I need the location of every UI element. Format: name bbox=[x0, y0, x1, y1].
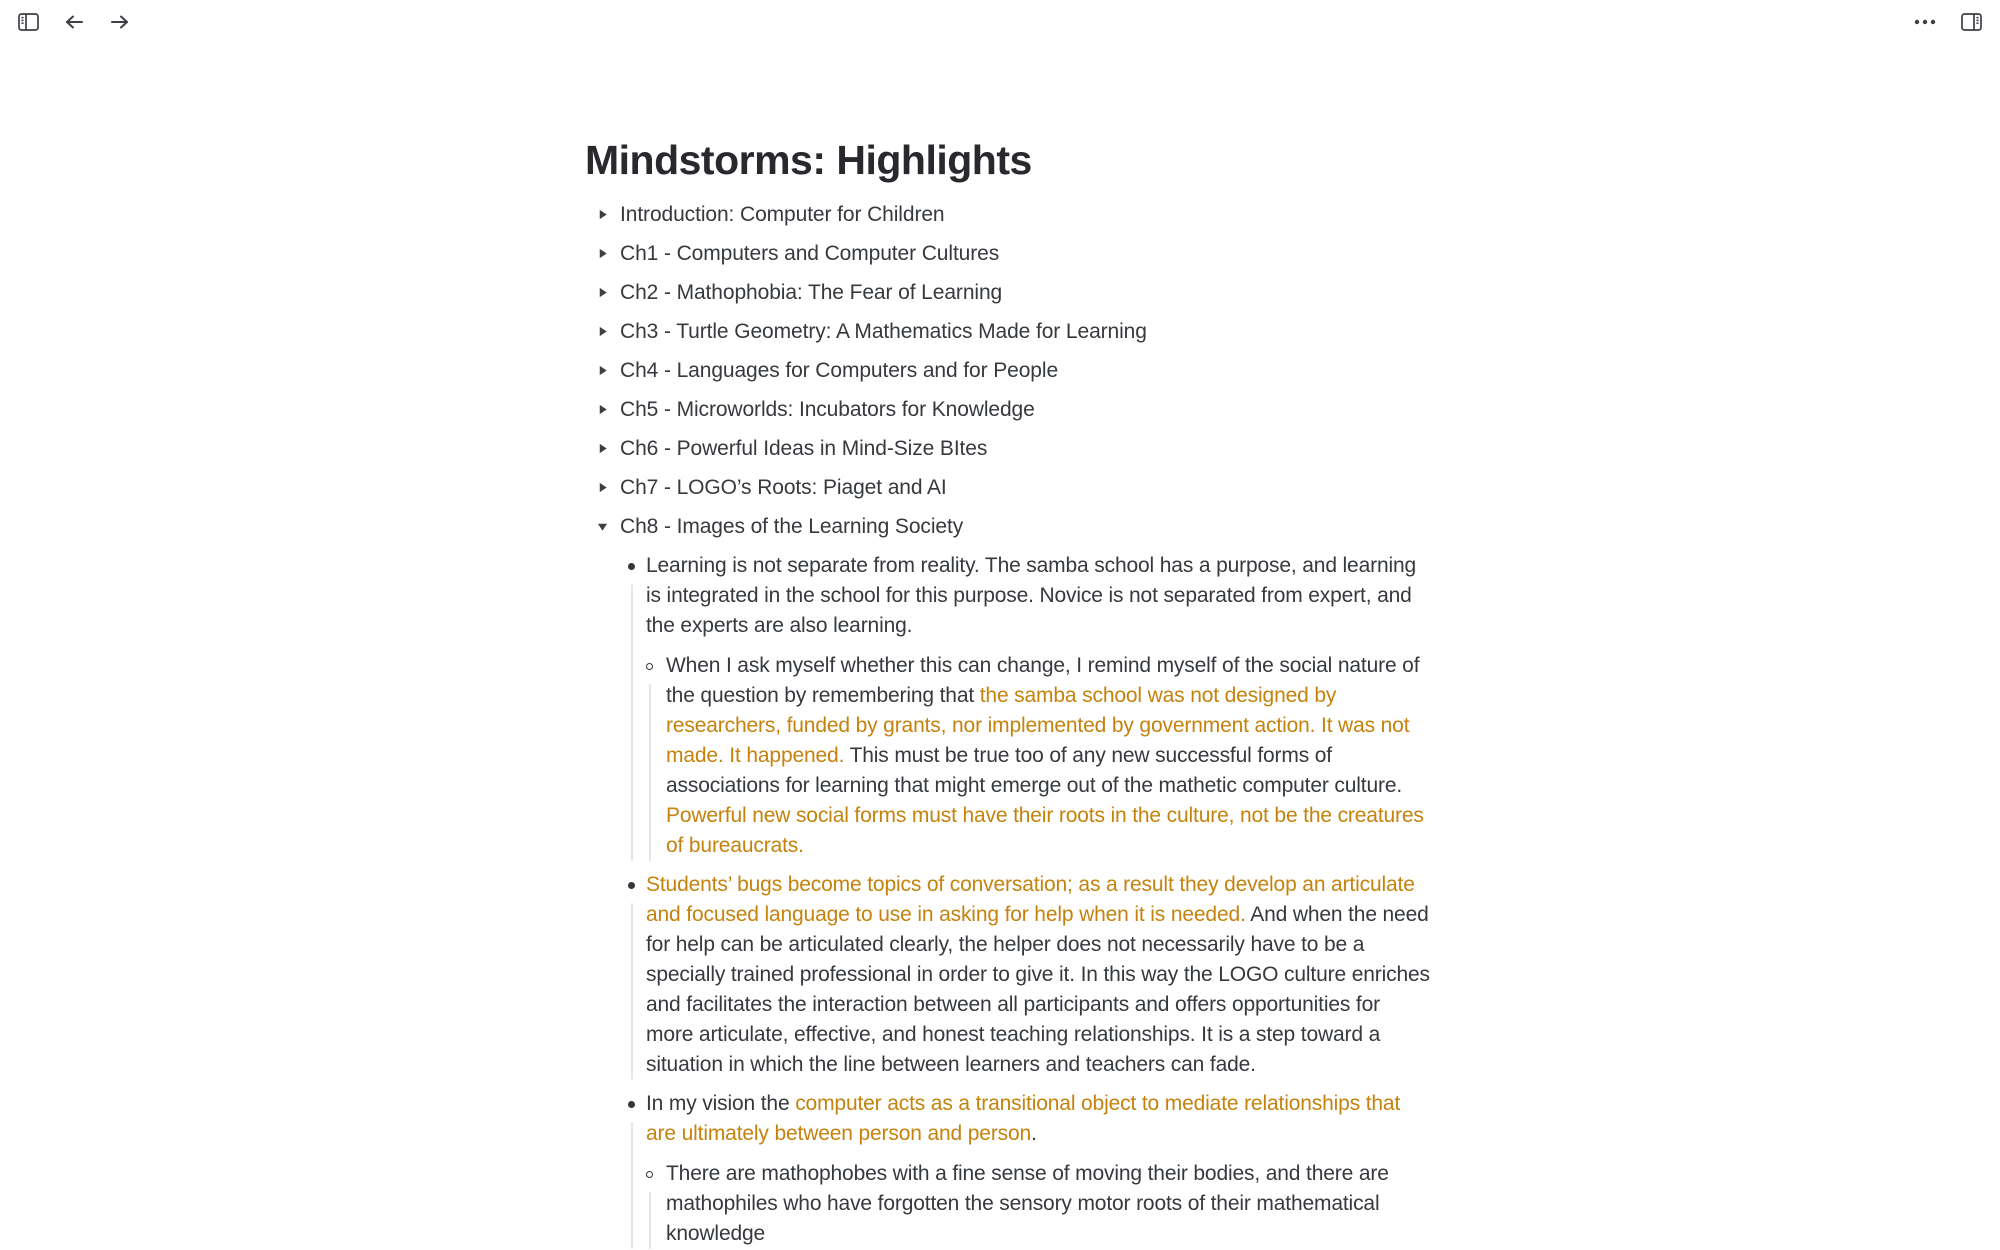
page-title[interactable]: Mindstorms: Highlights bbox=[585, 137, 1032, 183]
indent-guide-line bbox=[631, 1122, 633, 1249]
toggle-collapsed-icon[interactable] bbox=[597, 200, 620, 230]
toggle-label[interactable]: Ch5 - Microworlds: Incubators for Knowledge bbox=[620, 397, 1035, 421]
toggle-collapsed-icon[interactable] bbox=[597, 278, 620, 308]
toolbar bbox=[0, 0, 2000, 44]
toggle-ch8-content bbox=[628, 551, 1431, 1249]
list-item-text[interactable] bbox=[666, 651, 1431, 861]
sidebar-toggle-button[interactable] bbox=[13, 7, 43, 37]
toggle-ch8[interactable] bbox=[597, 507, 1431, 546]
toolbar-left-group bbox=[13, 7, 135, 37]
toolbar-right-group bbox=[1910, 7, 1986, 37]
sidebar-panel-icon bbox=[18, 13, 39, 31]
toggle-ch7[interactable] bbox=[597, 468, 1431, 507]
list-item-text[interactable] bbox=[666, 1159, 1431, 1249]
bullet-circle-icon bbox=[646, 663, 653, 670]
indent-guide-line bbox=[631, 903, 633, 1080]
bullet-dot-icon bbox=[628, 563, 635, 570]
toggle-ch4[interactable] bbox=[597, 351, 1431, 390]
toggle-expanded-icon[interactable] bbox=[597, 512, 620, 542]
highlighted-text: the samba school was not designed by researchers, funded by grants, nor implemented by government action. It was not made. It happened. bbox=[666, 684, 1410, 767]
indent-guide-line bbox=[649, 1192, 651, 1249]
toggle-label[interactable]: Ch1 - Computers and Computer Cultures bbox=[620, 241, 1000, 265]
more-options-button[interactable] bbox=[1910, 7, 1940, 37]
right-panel-icon bbox=[1961, 13, 1982, 31]
list-item bbox=[646, 651, 1431, 861]
toggle-collapsed-icon[interactable] bbox=[597, 317, 620, 347]
list-item-text[interactable] bbox=[646, 870, 1431, 1080]
toggle-label[interactable]: Introduction: Computer for Children bbox=[620, 202, 945, 226]
plain-text: . bbox=[1031, 1122, 1037, 1145]
list-item bbox=[646, 1159, 1431, 1249]
toggle-label[interactable]: Ch4 - Languages for Computers and for People bbox=[620, 358, 1059, 382]
plain-text: When I ask myself whether this can change, I remind myself of the social nature of the question by remembering that bbox=[666, 654, 1420, 707]
bullet-circle-icon bbox=[646, 1171, 653, 1178]
indent-guide-line bbox=[631, 584, 633, 861]
toggle-ch1[interactable] bbox=[597, 234, 1431, 273]
list-item bbox=[628, 870, 1431, 1080]
plain-text: There are mathophobes with a fine sense of moving their bodies, and there are mathophiles who have forgotten the sensory motor roots of their mathematical knowledge bbox=[666, 1162, 1389, 1245]
back-button[interactable] bbox=[59, 7, 89, 37]
toggle-list bbox=[585, 195, 1431, 1249]
bullet-marker bbox=[646, 1159, 666, 1249]
plain-text: Learning is not separate from reality. The samba school has a purpose, and learning is integrated in the school for this purpose. Novice is not separated from expert, and the experts are also learning. bbox=[646, 554, 1417, 637]
toggle-ch5[interactable] bbox=[597, 390, 1431, 429]
list-item-text[interactable] bbox=[646, 1089, 1431, 1149]
plain-text: This must be true too of any new successful forms of associations for learning that might emerge out of the mathetic computer culture. bbox=[666, 744, 1403, 797]
toggle-ch2[interactable] bbox=[597, 273, 1431, 312]
bullet-marker bbox=[646, 651, 666, 861]
list-item-text[interactable] bbox=[646, 551, 1431, 641]
toggle-ch6[interactable] bbox=[597, 429, 1431, 468]
back-arrow-icon bbox=[64, 14, 84, 30]
list-item bbox=[628, 551, 1431, 861]
toggle-label[interactable]: Ch7 - LOGO’s Roots: Piaget and AI bbox=[620, 475, 947, 499]
bullet-dot-icon bbox=[628, 882, 635, 889]
forward-button[interactable] bbox=[105, 7, 135, 37]
toggle-label[interactable]: Ch3 - Turtle Geometry: A Mathematics Made for Learning bbox=[620, 319, 1147, 343]
list-item bbox=[628, 1089, 1431, 1249]
bullet-marker bbox=[628, 870, 646, 1080]
toggle-label[interactable]: Ch6 - Powerful Ideas in Mind-Size BItes bbox=[620, 436, 988, 460]
highlighted-text: computer acts as a transitional object to mediate relationships that are ultimately between person and person bbox=[646, 1092, 1401, 1145]
forward-arrow-icon bbox=[110, 14, 130, 30]
toggle-ch3[interactable] bbox=[597, 312, 1431, 351]
toggle-label[interactable]: Ch8 - Images of the Learning Society bbox=[620, 514, 964, 538]
toggle-collapsed-icon[interactable] bbox=[597, 356, 620, 386]
highlighted-text: Students’ bugs become topics of conversation; as a result they develop an articulate and focused language to use in asking for help when it is needed. bbox=[646, 873, 1415, 926]
highlighted-text: Powerful new social forms must have their roots in the culture, not be the creatures of bureaucrats. bbox=[666, 804, 1424, 857]
indent-guide-line bbox=[649, 684, 651, 861]
right-panel-toggle-button[interactable] bbox=[1956, 7, 1986, 37]
toggle-introduction[interactable] bbox=[597, 195, 1431, 234]
toggle-collapsed-icon[interactable] bbox=[597, 395, 620, 425]
bullet-marker bbox=[628, 1089, 646, 1249]
toggle-label[interactable]: Ch2 - Mathophobia: The Fear of Learning bbox=[620, 280, 1003, 304]
plain-text: In my vision the bbox=[646, 1092, 796, 1115]
bullet-marker bbox=[628, 551, 646, 861]
plain-text: And when the need for help can be articulated clearly, the helper does not necessarily have to be a specially trained professional in order to give it. In this way the LOGO culture enriches and facilitates the interaction between all participants and offers opportunities for more articulate, effective, and honest teaching relationships. It is a step toward a situation in which the line between learners and teachers can fade. bbox=[646, 903, 1430, 1076]
toggle-collapsed-icon[interactable] bbox=[597, 434, 620, 464]
bullet-dot-icon bbox=[628, 1101, 635, 1108]
document-page bbox=[585, 44, 1431, 1249]
more-options-icon bbox=[1914, 19, 1936, 25]
toggle-collapsed-icon[interactable] bbox=[597, 239, 620, 269]
toggle-collapsed-icon[interactable] bbox=[597, 473, 620, 503]
